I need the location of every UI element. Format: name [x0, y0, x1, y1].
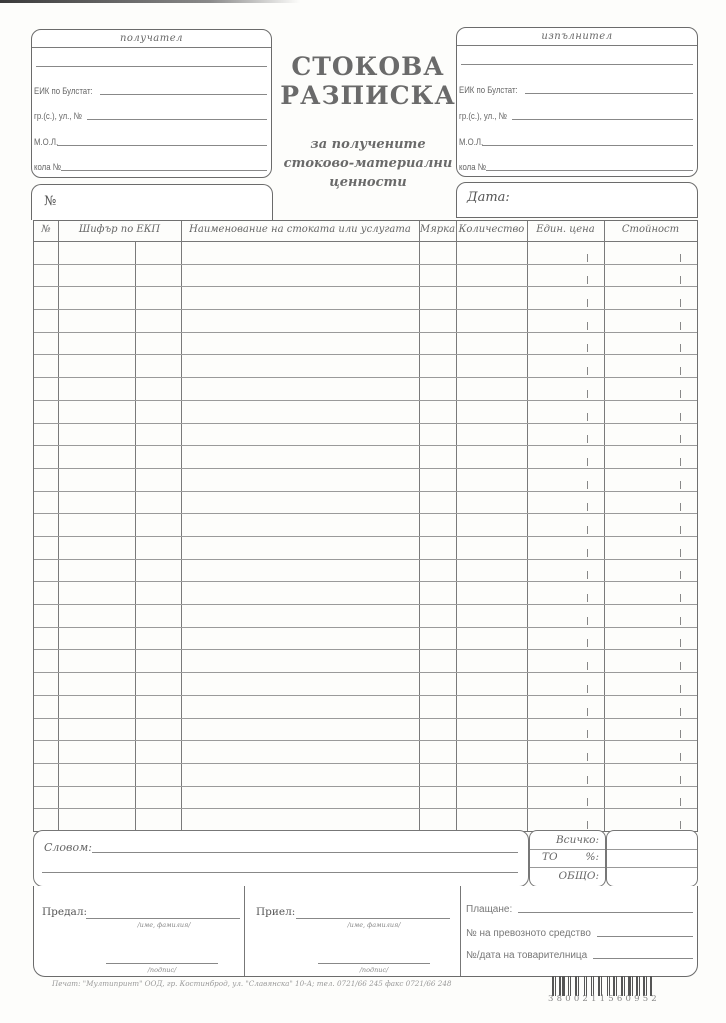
vat-label: ТО [542, 851, 558, 863]
table-row-divider [34, 536, 697, 537]
barcode-bar [601, 976, 602, 996]
decimal-tick [587, 526, 588, 534]
barcode-bar [632, 976, 633, 996]
table-row-divider [34, 423, 697, 424]
document-subtitle-line2: стоково-материални [283, 156, 453, 171]
barcode-bar [648, 976, 649, 996]
barcode-bar [580, 976, 583, 996]
in-words-line-2[interactable] [42, 872, 518, 873]
barcode-bar [552, 976, 554, 996]
decimal-tick [587, 254, 588, 262]
barcode-bar [566, 976, 567, 996]
handed-label: Предал: [42, 906, 88, 918]
decimal-tick [587, 571, 588, 579]
barcode-bar [586, 976, 587, 996]
totals-divider [607, 867, 697, 868]
recipient-address-field[interactable]: гр.(с.), ул., № [34, 111, 267, 122]
barcode-bar [557, 976, 558, 996]
table-row-divider [34, 559, 697, 560]
barcode-digits: 3800211560952 [548, 994, 660, 1004]
header-code: Шифър по ЕКП [78, 224, 161, 235]
table-row-divider [34, 649, 697, 650]
decimal-tick [587, 639, 588, 647]
document-title-line1: СТОКОВА [291, 52, 445, 81]
totals-divider [607, 849, 697, 850]
printer-imprint: Печат: "Мултипринт" ООД, гр. Костинброд, ул. "Славянска" 10-А; тел. 0721/66 245 факс 0721/66 248 [52, 979, 452, 988]
table-row-divider [34, 740, 697, 741]
decimal-tick [680, 753, 681, 761]
barcode-bar [621, 976, 623, 996]
vat-percent-label: %: [585, 851, 599, 863]
table-row-divider [34, 513, 697, 514]
document-title-line2: РАЗПИСКА [280, 81, 456, 110]
barcode-bar [572, 976, 574, 996]
decimal-tick [587, 617, 588, 625]
section-divider [460, 886, 461, 976]
recipient-name-line[interactable] [36, 66, 267, 67]
in-words-box[interactable] [33, 830, 529, 887]
decimal-tick [680, 617, 681, 625]
received-name-line[interactable] [296, 918, 450, 919]
contractor-mol-field[interactable]: М.О.Л. [459, 137, 693, 148]
barcode-bar [650, 976, 652, 996]
number-box[interactable] [31, 184, 273, 220]
barcode-bar [616, 976, 617, 996]
header-unit: Мярка [419, 224, 456, 235]
barcode-bar [555, 976, 556, 996]
header-value: Стойност [621, 224, 680, 235]
table-row-divider [34, 763, 697, 764]
scan-edge [0, 0, 300, 3]
decimal-tick [680, 481, 681, 489]
totals-divider [530, 849, 605, 850]
decimal-tick [680, 639, 681, 647]
barcode-bar [559, 976, 561, 996]
contractor-heading: изпълнител [457, 28, 697, 46]
decimal-tick [680, 413, 681, 421]
table-row-divider [34, 604, 697, 605]
table-row-divider [34, 309, 697, 310]
decimal-tick [680, 435, 681, 443]
barcode-bar [618, 976, 620, 996]
recipient-box [31, 29, 272, 178]
barcode-bar [578, 976, 579, 996]
decimal-tick [680, 821, 681, 829]
table-row-divider [34, 377, 697, 378]
table-row-divider [34, 286, 697, 287]
barcode-bar [588, 976, 590, 996]
decimal-tick [680, 503, 681, 511]
header-qty: Количество [458, 224, 525, 235]
barcode-bar [626, 976, 627, 996]
barcode-bar [595, 976, 597, 996]
table-row-divider [34, 468, 697, 469]
barcode-bar [575, 976, 577, 996]
decimal-tick [587, 390, 588, 398]
table-row-divider [34, 808, 697, 809]
decimal-tick [680, 776, 681, 784]
in-words-label: Словом: [44, 841, 92, 854]
payment-field[interactable]: Плащане: [466, 904, 693, 915]
decimal-tick [587, 753, 588, 761]
decimal-tick [680, 549, 681, 557]
decimal-tick [587, 594, 588, 602]
grand-total-label: ОБЩО: [558, 870, 599, 882]
decimal-tick [587, 798, 588, 806]
document-subtitle-line3: ценности [329, 175, 407, 190]
table-row-divider [34, 332, 697, 333]
decimal-tick [587, 503, 588, 511]
decimal-tick [587, 776, 588, 784]
decimal-tick [680, 254, 681, 262]
header-no: № [41, 224, 51, 235]
barcode-bar [562, 976, 565, 996]
items-table [33, 220, 698, 832]
barcode-bar [609, 976, 610, 996]
date-box[interactable] [456, 182, 698, 218]
decimal-tick [680, 367, 681, 375]
waybill-field[interactable]: №/дата на товарителница [466, 950, 693, 961]
barcode-bar [591, 976, 592, 996]
contractor-box [456, 27, 698, 177]
table-row-divider [34, 264, 697, 265]
decimal-tick [680, 708, 681, 716]
table-row-divider [34, 786, 697, 787]
decimal-tick [680, 662, 681, 670]
decimal-tick [680, 594, 681, 602]
recipient-eik-field[interactable]: ЕИК по Булстат: [34, 86, 267, 97]
handed-name-line[interactable] [86, 918, 240, 919]
decimal-tick [680, 730, 681, 738]
document-subtitle-line1: за получените [310, 137, 426, 152]
header-price: Един. цена [536, 224, 595, 235]
table-row-divider [34, 627, 697, 628]
barcode-bar [634, 976, 635, 996]
table-row-divider [34, 718, 697, 719]
barcode-bar [624, 976, 625, 996]
decimal-tick [680, 344, 681, 352]
decimal-tick [587, 276, 588, 284]
decimal-tick [587, 299, 588, 307]
barcode-bar [598, 976, 600, 996]
barcode-bar [568, 976, 569, 996]
totals-values-box[interactable] [606, 830, 698, 887]
table-header [34, 221, 697, 242]
table-row-divider [34, 672, 697, 673]
table-row-divider [34, 400, 697, 401]
decimal-tick [587, 708, 588, 716]
decimal-tick [587, 730, 588, 738]
barcode-bar [593, 976, 594, 996]
received-sign-caption: /подпис/ [359, 966, 389, 974]
decimal-tick [587, 821, 588, 829]
vehicle-number-field[interactable]: № на превозното средство [466, 928, 693, 939]
decimal-tick [587, 458, 588, 466]
barcode-bar [613, 976, 615, 996]
contractor-car-field[interactable]: кола № [459, 162, 693, 173]
barcode-bar [636, 976, 638, 996]
decimal-tick [680, 299, 681, 307]
table-row-divider [34, 354, 697, 355]
decimal-tick [587, 662, 588, 670]
decimal-tick [680, 322, 681, 330]
decimal-tick [680, 458, 681, 466]
date-label: Дата: [467, 190, 510, 205]
received-sign-line[interactable] [318, 963, 430, 964]
totals-divider [530, 867, 605, 868]
handed-name-caption: /име, фамилия/ [137, 921, 191, 929]
barcode-bar [641, 976, 642, 996]
table-row-divider [34, 581, 697, 582]
handed-sign-caption: /подпис/ [147, 966, 177, 974]
barcode-bar [607, 976, 608, 996]
contractor-eik-field[interactable]: ЕИК по Булстат: [459, 85, 693, 96]
in-words-line-1[interactable] [92, 852, 518, 853]
totals-labels-box [529, 830, 606, 887]
decimal-tick [587, 367, 588, 375]
barcode-bar [584, 976, 585, 996]
decimal-tick [680, 390, 681, 398]
barcode [552, 976, 692, 996]
decimal-tick [587, 481, 588, 489]
decimal-tick [587, 685, 588, 693]
decimal-tick [587, 344, 588, 352]
barcode-bar [639, 976, 640, 996]
barcode-bar [603, 976, 606, 996]
decimal-tick [587, 413, 588, 421]
barcode-bar [646, 976, 647, 996]
number-label: № [44, 194, 57, 209]
barcode-bar [570, 976, 571, 996]
recipient-car-field[interactable]: кола № [34, 162, 267, 173]
barcode-bar [643, 976, 645, 996]
received-name-caption: /име, фамилия/ [347, 921, 401, 929]
contractor-address-field[interactable]: гр.(с.), ул., № [459, 111, 693, 122]
table-row-divider [34, 445, 697, 446]
contractor-name-line[interactable] [461, 64, 693, 65]
section-divider [244, 886, 245, 976]
decimal-tick [680, 526, 681, 534]
signature-section [33, 886, 698, 977]
received-label: Приел: [256, 906, 296, 918]
header-name: Наименование на стоката или услугата [189, 224, 411, 235]
handed-sign-line[interactable] [106, 963, 218, 964]
decimal-tick [680, 798, 681, 806]
barcode-bar [628, 976, 631, 996]
table-row-divider [34, 491, 697, 492]
barcode-bar [611, 976, 612, 996]
table-row-divider [34, 695, 697, 696]
decimal-tick [587, 549, 588, 557]
decimal-tick [680, 276, 681, 284]
decimal-tick [680, 685, 681, 693]
total-all-label: Всичко: [555, 834, 599, 846]
decimal-tick [587, 322, 588, 330]
decimal-tick [587, 435, 588, 443]
decimal-tick [680, 571, 681, 579]
recipient-mol-field[interactable]: М.О.Л. [34, 137, 267, 148]
recipient-heading: получател [32, 30, 271, 48]
